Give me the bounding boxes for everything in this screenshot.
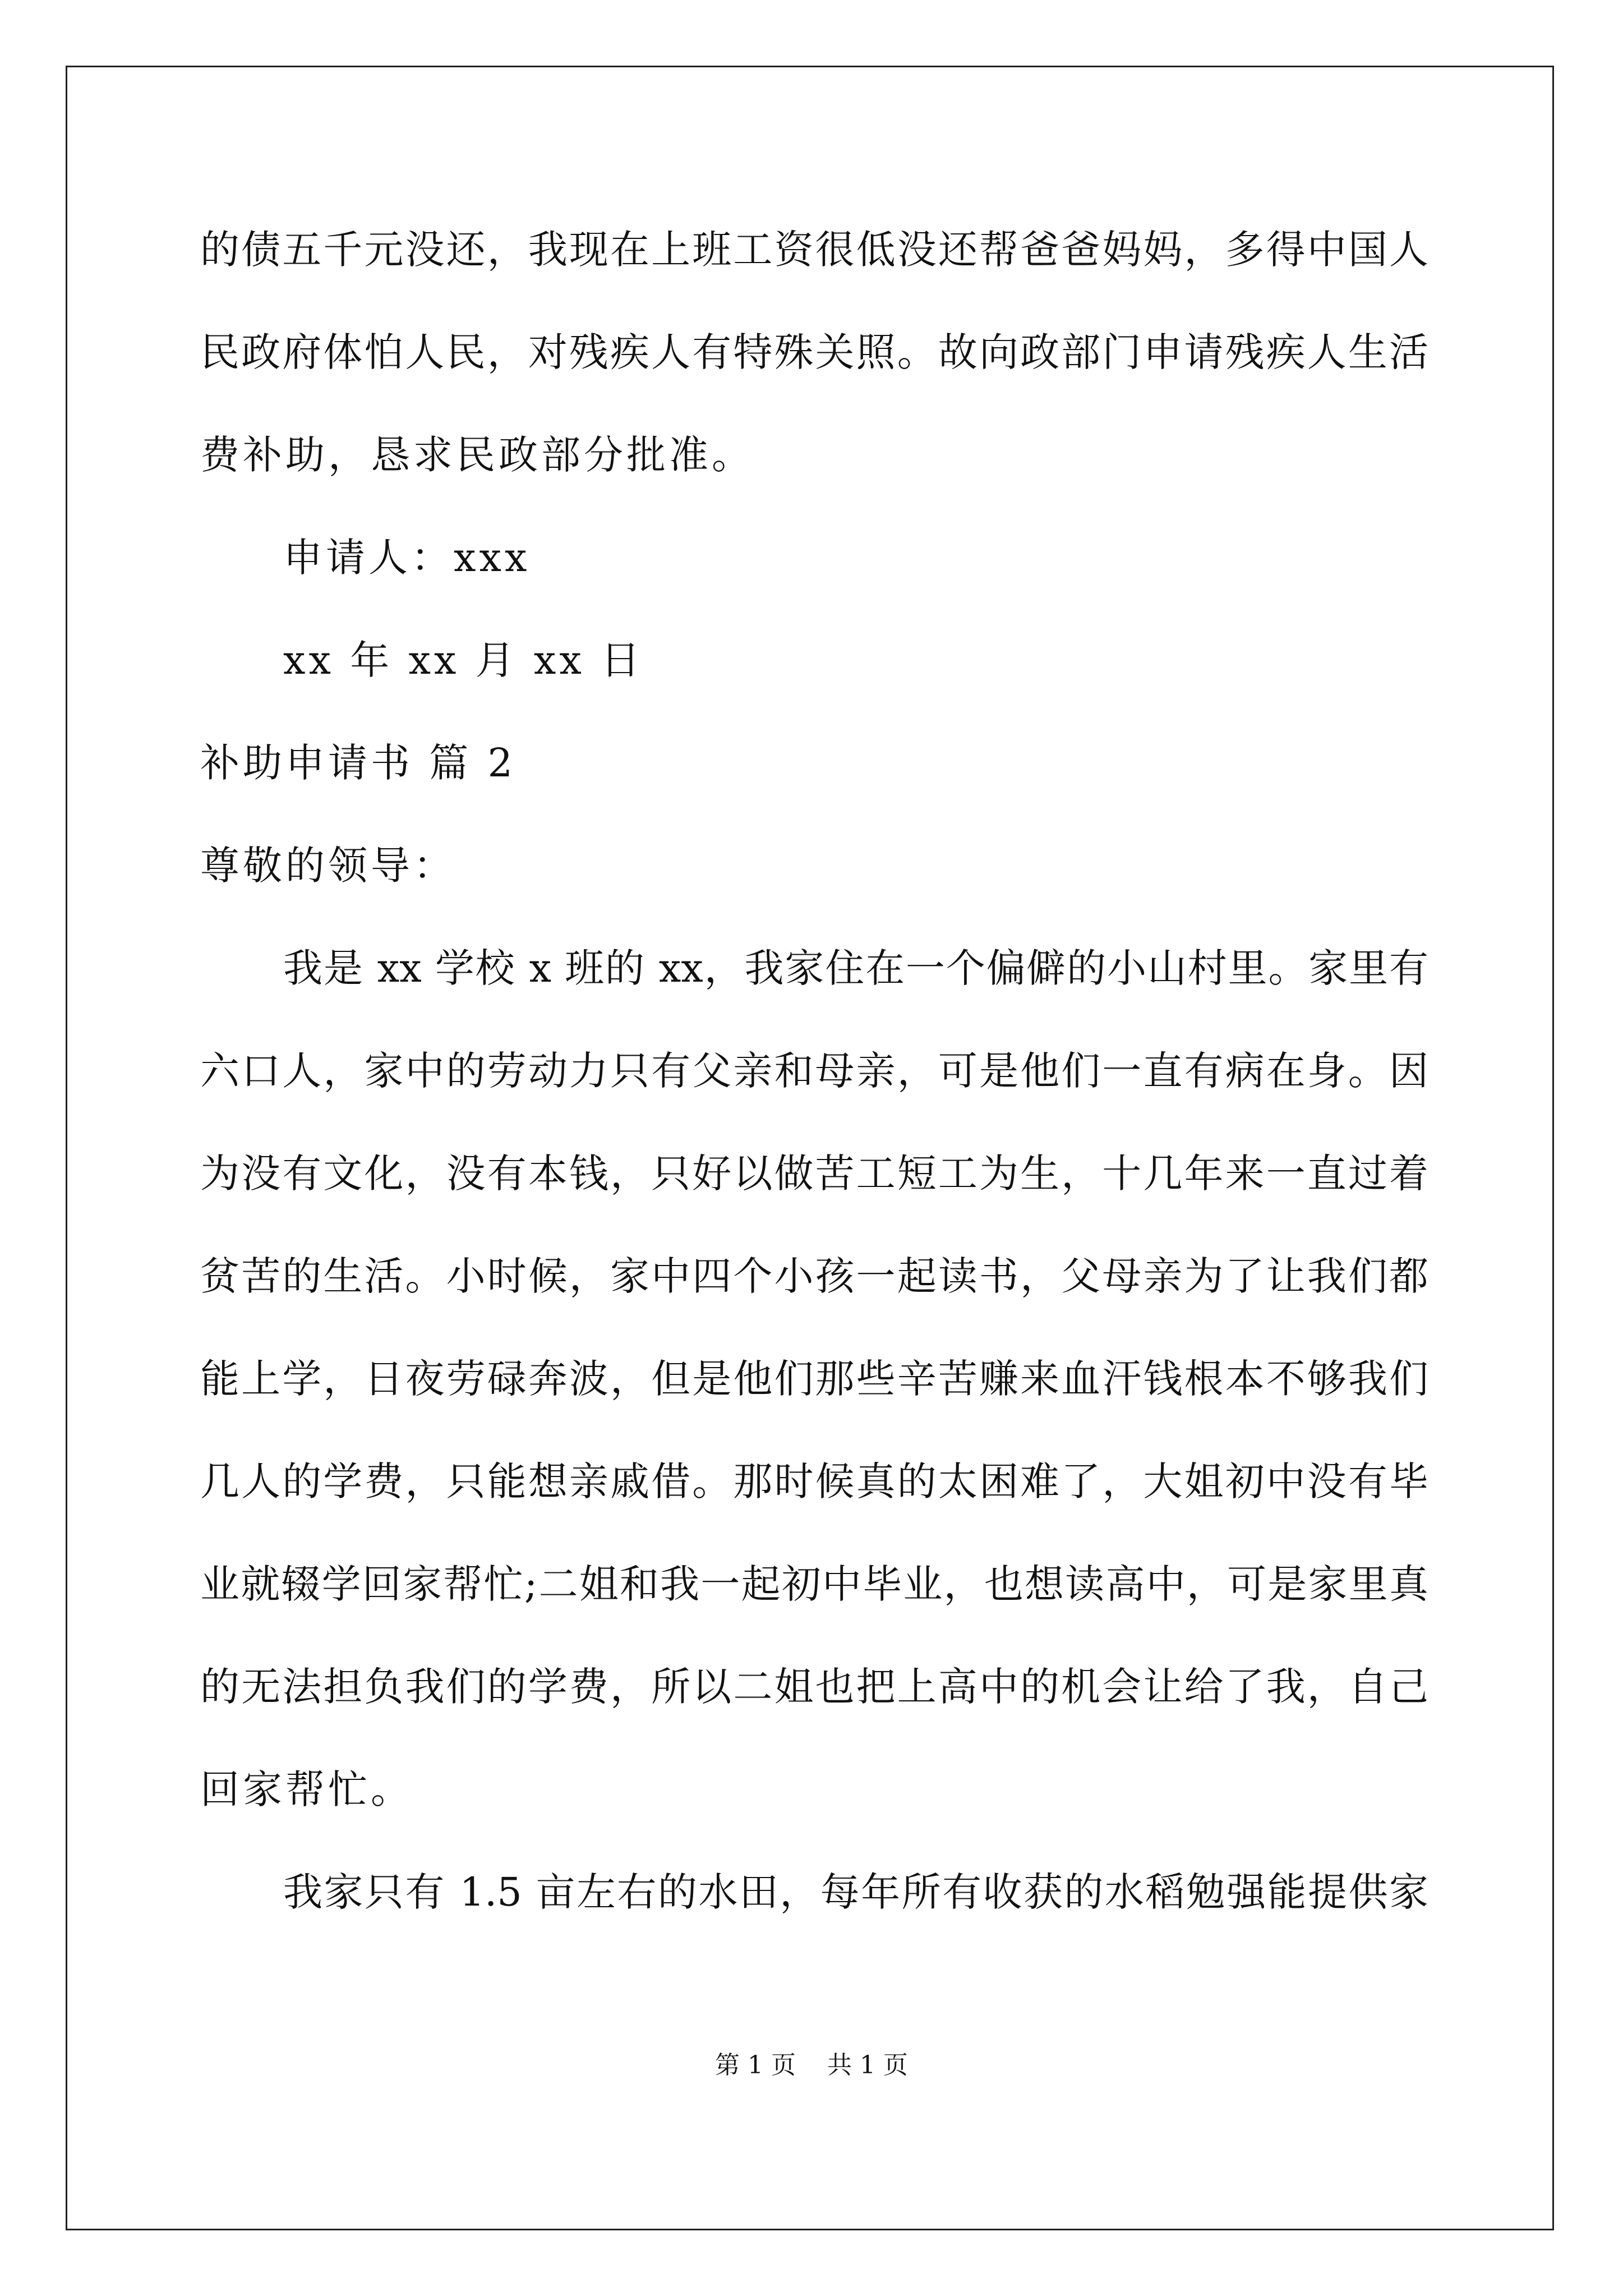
section-heading: 补助申请书 篇 2 — [200, 740, 517, 786]
paragraph-line: 能上学，日夜劳碌奔波，但是他们那些辛苦赚来血汗钱根本不够我们 — [200, 1356, 1428, 1402]
paragraph-line: 的无法担负我们的学费，所以二姐也把上高中的机会让给了我，自己 — [200, 1664, 1428, 1710]
paragraph-line: 六口人，家中的劳动力只有父亲和母亲，可是他们一直有病在身。因 — [200, 1048, 1428, 1094]
paragraph-line: 业就辍学回家帮忙;二姐和我一起初中毕业，也想读高中，可是家里真 — [200, 1561, 1428, 1607]
salutation: 尊敬的领导： — [200, 843, 456, 889]
paragraph-line: 几人的学费，只能想亲戚借。那时候真的太困难了，大姐初中没有毕 — [200, 1458, 1428, 1504]
applicant-line: 申请人：xxx — [283, 535, 531, 581]
paragraph-line: 为没有文化，没有本钱，只好以做苦工短工为生，十几年来一直过着 — [200, 1151, 1428, 1197]
paragraph-line: 贫苦的生活。小时候，家中四个小孩一起读书，父母亲为了让我们都 — [200, 1253, 1428, 1299]
paragraph-line: 我是 xx 学校 x 班的 xx，我家住在一个偏僻的小山村里。家里有 — [283, 945, 1428, 991]
date-line: xx 年 xx 月 xx 日 — [283, 637, 644, 683]
page-footer: 第 1 页 共 1 页 — [715, 2051, 908, 2079]
paragraph-line: 回家帮忙。 — [200, 1766, 413, 1812]
paragraph-line: 的债五千元没还，我现在上班工资很低没还帮爸爸妈妈，多得中国人 — [200, 227, 1428, 273]
paragraph-line: 我家只有 1.5 亩左右的水田，每年所有收获的水稻勉强能提供家 — [283, 1869, 1428, 1915]
paragraph-line: 民政府体怕人民，对残疾人有特殊关照。故向政部门申请残疾人生活 — [200, 329, 1428, 375]
paragraph-line: 费补助，恳求民政部分批准。 — [200, 432, 754, 478]
